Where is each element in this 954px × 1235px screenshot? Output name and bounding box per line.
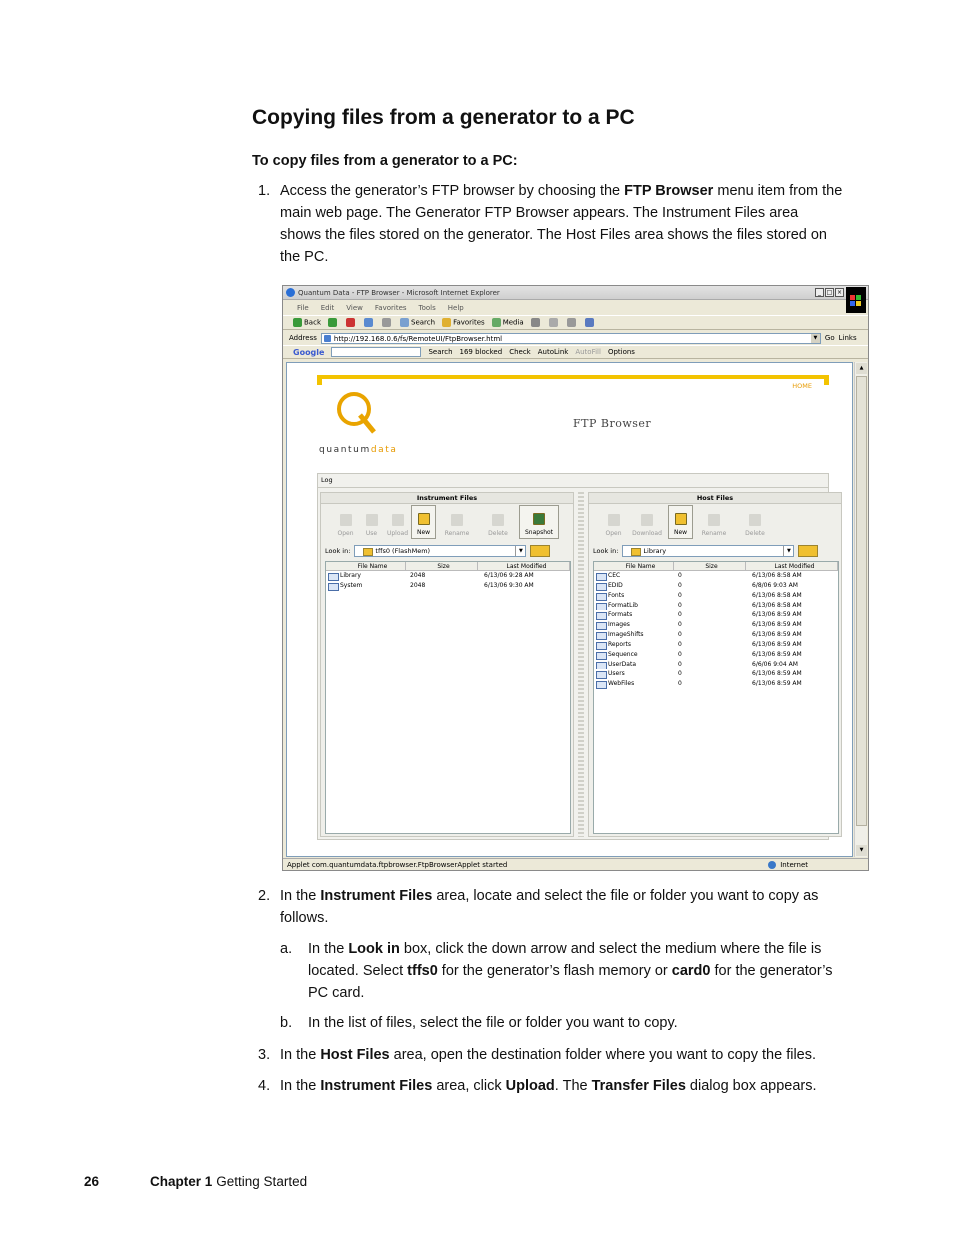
- substep-text: In the list of files, select the file or folder you want to copy.: [308, 1015, 678, 1031]
- step-text-fragment: dialog box appears.: [685, 1078, 817, 1094]
- step-text: [280, 180, 842, 268]
- tool-label: Open: [605, 530, 622, 537]
- file-modified: 6/13/06 9:28 AM: [484, 572, 534, 579]
- file-modified: 6/13/06 8:59 AM: [752, 680, 802, 688]
- instrument-toolbar: [321, 505, 573, 541]
- up-folder-icon[interactable]: [798, 545, 818, 557]
- file-list-header: [594, 562, 838, 571]
- new-folder-button[interactable]: [668, 505, 693, 539]
- table-row[interactable]: [594, 610, 838, 620]
- panel-title: Host Files: [589, 493, 841, 504]
- step-number: 1.: [258, 183, 271, 199]
- address-url: http://192.168.0.6/fs/RemoteUI/FtpBrowser.html: [333, 334, 503, 343]
- search-icon: [400, 318, 409, 327]
- delete-button[interactable]: [735, 505, 775, 539]
- close-icon[interactable]: ×: [836, 289, 843, 296]
- instrument-files-panel: [320, 492, 574, 837]
- step-text-bold: Transfer Files: [591, 1078, 686, 1094]
- file-name: Images: [594, 620, 674, 630]
- file-name: Sequence: [594, 650, 674, 660]
- ftp-applet: [317, 473, 829, 840]
- menu-view[interactable]: View: [346, 303, 363, 312]
- step-text-fragment: located. Select: [308, 963, 408, 979]
- edit-icon[interactable]: [585, 318, 594, 327]
- maximize-icon[interactable]: □: [826, 289, 833, 296]
- spell-check-button[interactable]: Check: [509, 348, 531, 356]
- step-text-fragment: area, locate and select the file or folder you want to copy as: [432, 888, 819, 904]
- rename-button[interactable]: [437, 505, 477, 539]
- tool-label: Delete: [488, 530, 508, 537]
- step-text-bold: card0: [671, 963, 711, 979]
- file-modified: 6/13/06 8:59 AM: [752, 640, 802, 648]
- use-button[interactable]: [359, 505, 384, 539]
- column-last-modified[interactable]: Last Modified: [478, 562, 570, 570]
- look-in-label: Look in:: [325, 546, 351, 555]
- file-modified: 6/13/06 8:58 AM: [752, 591, 802, 599]
- google-logo: Google: [293, 347, 325, 357]
- chevron-down-icon[interactable]: ▼: [515, 546, 525, 556]
- download-button[interactable]: [627, 505, 667, 539]
- minimize-icon[interactable]: _: [815, 288, 824, 297]
- step-text-fragment: box, click the down arrow and select the medium where the file is: [399, 941, 822, 957]
- forward-arrow-icon[interactable]: [328, 318, 337, 327]
- tool-label: Upload: [386, 530, 409, 537]
- panel-title: Instrument Files: [321, 493, 573, 504]
- security-zone: Internet: [768, 861, 808, 869]
- step-text-fragment: Access the generator’s FTP browser by choosing the: [280, 183, 625, 199]
- chevron-down-icon[interactable]: ▼: [811, 334, 820, 343]
- delete-icon: [749, 514, 761, 526]
- file-name: Reports: [594, 640, 674, 650]
- menu-edit[interactable]: Edit: [320, 303, 335, 312]
- table-row[interactable]: [594, 660, 838, 670]
- file-name: FormatLib: [594, 601, 674, 611]
- tool-label: New: [673, 529, 688, 536]
- file-name: System: [326, 581, 406, 591]
- new-folder-icon: [418, 513, 430, 525]
- file-name: CEC: [594, 571, 674, 581]
- brand-wordmark: [319, 445, 398, 455]
- search-button[interactable]: [400, 318, 435, 327]
- table-row[interactable]: [594, 669, 838, 679]
- links-button[interactable]: Links: [838, 334, 857, 342]
- menu-bar: [283, 301, 843, 314]
- column-size[interactable]: Size: [674, 562, 746, 570]
- back-label: Back: [304, 318, 321, 327]
- table-row[interactable]: [594, 650, 838, 660]
- table-row[interactable]: [594, 630, 838, 640]
- table-row[interactable]: [594, 581, 838, 591]
- file-size: 0: [678, 670, 682, 678]
- column-file-name[interactable]: File Name: [326, 562, 406, 570]
- print-icon[interactable]: [567, 318, 576, 327]
- tool-label: Use: [365, 530, 378, 537]
- options-button[interactable]: Options: [607, 348, 635, 356]
- back-button[interactable]: [293, 318, 321, 327]
- step-text-line: PC card.: [308, 985, 365, 1001]
- menu-tools[interactable]: Tools: [418, 303, 436, 312]
- step-text-line: follows.: [280, 910, 329, 926]
- menu-help[interactable]: Help: [447, 303, 464, 312]
- tool-label: Rename: [444, 530, 470, 537]
- scroll-down-icon[interactable]: ▼: [856, 845, 867, 856]
- file-name: WebFiles: [594, 679, 674, 689]
- window-titlebar: [283, 286, 868, 300]
- stop-icon[interactable]: [346, 318, 355, 327]
- delete-button[interactable]: [478, 505, 518, 539]
- step-text: [280, 1044, 816, 1066]
- step-number: 3.: [258, 1047, 271, 1063]
- file-name: UserData: [594, 660, 674, 670]
- log-bar[interactable]: Log: [318, 474, 828, 488]
- address-label: Address: [289, 334, 317, 342]
- step-text-fragment: In the: [308, 941, 349, 957]
- menu-favorites[interactable]: Favorites: [374, 303, 407, 312]
- step-text-line: the PC.: [280, 249, 329, 265]
- step-text-fragment: In the: [280, 888, 321, 904]
- step-number: 2.: [258, 888, 271, 904]
- rename-icon: [708, 514, 720, 526]
- section-title: Copying files from a generator to a PC: [252, 106, 635, 129]
- menu-file[interactable]: File: [297, 303, 309, 312]
- brand-main: quantum: [319, 445, 371, 455]
- upload-button[interactable]: [385, 505, 410, 539]
- step-text-fragment: area, click: [432, 1078, 506, 1094]
- status-text: Applet com.quantumdata.ftpbrowser.FtpBrowserApplet started: [287, 860, 508, 869]
- favorites-label: Favorites: [453, 318, 485, 327]
- file-modified: 6/13/06 8:59 AM: [752, 670, 802, 678]
- file-size: 0: [678, 631, 682, 639]
- look-in-value: tffs0 (FlashMem): [375, 546, 431, 555]
- step-text-fragment: for the generator’s: [710, 963, 833, 979]
- refresh-icon[interactable]: [364, 318, 373, 327]
- open-icon: [340, 514, 352, 526]
- table-row[interactable]: [594, 640, 838, 650]
- vertical-scrollbar[interactable]: [854, 362, 867, 857]
- back-arrow-icon: [293, 318, 302, 327]
- file-size: 0: [678, 591, 682, 599]
- step-text-fragment: In the: [280, 1047, 321, 1063]
- rename-button[interactable]: [694, 505, 734, 539]
- panel-splitter[interactable]: [578, 492, 584, 837]
- look-in-row: [593, 544, 839, 557]
- table-row[interactable]: [594, 591, 838, 601]
- status-bar: [283, 858, 868, 870]
- windows-logo-icon: [846, 287, 866, 313]
- google-search-button[interactable]: Search: [428, 348, 453, 356]
- file-size: 0: [678, 611, 682, 619]
- snapshot-button[interactable]: [519, 505, 559, 539]
- rename-icon: [451, 514, 463, 526]
- file-modified: 6/13/06 8:58 AM: [752, 572, 802, 579]
- step-text-fragment: area, open the destination folder where you want to copy the files.: [389, 1047, 817, 1063]
- go-button[interactable]: Go: [824, 334, 835, 342]
- brand-accent: data: [370, 445, 398, 455]
- autolink-button[interactable]: AutoLink: [537, 348, 569, 356]
- search-label: Search: [411, 318, 436, 327]
- file-modified: 6/13/06 8:59 AM: [752, 621, 802, 629]
- file-size: 0: [678, 640, 682, 648]
- file-size: 0: [678, 660, 682, 668]
- step-text-fragment: . The: [554, 1078, 592, 1094]
- procedure-heading: To copy files from a generator to a PC:: [252, 153, 518, 169]
- table-row[interactable]: [594, 601, 838, 611]
- file-name: Users: [594, 669, 674, 679]
- step-text-bold: Instrument Files: [320, 1078, 433, 1094]
- quantumdata-q-logo-icon: [334, 388, 382, 436]
- upload-icon: [392, 514, 404, 526]
- popup-blocked-count[interactable]: 169 blocked: [459, 348, 503, 356]
- mail-icon[interactable]: [549, 318, 558, 327]
- file-size: 0: [678, 581, 682, 589]
- window-controls: [815, 288, 844, 297]
- scroll-thumb[interactable]: [856, 376, 867, 826]
- file-modified: 6/13/06 8:59 AM: [752, 611, 802, 619]
- file-size: 2048: [410, 572, 426, 579]
- step-text-fragment: In the: [280, 1078, 321, 1094]
- file-modified: 6/13/06 8:59 AM: [752, 631, 802, 639]
- step-text-bold: Look in: [348, 941, 400, 957]
- file-name: Fonts: [594, 591, 674, 601]
- file-name: Library: [326, 571, 406, 581]
- media-icon: [492, 318, 501, 327]
- substep-text: [308, 938, 832, 1004]
- chapter-label: Chapter 1: [150, 1174, 213, 1189]
- step-text-bold: tffs0: [407, 963, 438, 979]
- file-modified: 6/13/06 9:30 AM: [484, 581, 534, 589]
- open-icon: [608, 514, 620, 526]
- history-icon[interactable]: [531, 318, 540, 327]
- ie-icon: [286, 288, 295, 297]
- file-size: 2048: [410, 581, 426, 589]
- step-text: [280, 885, 818, 929]
- favorites-icon: [442, 318, 451, 327]
- window-title: Quantum Data - FTP Browser - Microsoft Internet Explorer: [298, 289, 500, 297]
- look-in-combo[interactable]: [622, 545, 794, 557]
- media-button[interactable]: [492, 318, 524, 327]
- file-size: 0: [678, 601, 682, 609]
- chapter-title: Getting Started: [216, 1174, 308, 1189]
- address-input[interactable]: [321, 333, 821, 344]
- look-in-label: Look in:: [593, 546, 619, 555]
- delete-icon: [492, 514, 504, 526]
- page-viewport: [286, 362, 853, 857]
- file-modified: 6/13/06 8:59 AM: [752, 650, 802, 658]
- step-text-bold: Host Files: [320, 1047, 390, 1063]
- instrument-file-list: [325, 561, 571, 834]
- new-folder-button[interactable]: [411, 505, 436, 539]
- step-text-bold: FTP Browser: [624, 183, 714, 199]
- google-search-input[interactable]: [331, 347, 421, 357]
- substep-letter: b.: [280, 1015, 293, 1031]
- file-modified: 6/6/06 9:04 AM: [752, 660, 798, 668]
- file-size: 0: [678, 572, 682, 579]
- step-text-bold: Instrument Files: [320, 888, 433, 904]
- file-name: ImageShifts: [594, 630, 674, 640]
- media-label: Media: [502, 318, 524, 327]
- step-number: 4.: [258, 1078, 271, 1094]
- column-size[interactable]: Size: [406, 562, 478, 570]
- host-files-panel: [588, 492, 842, 837]
- look-in-value: Library: [643, 546, 667, 555]
- host-rows: [594, 571, 838, 689]
- new-folder-icon: [675, 513, 687, 525]
- host-toolbar: [589, 505, 841, 541]
- autofill-button[interactable]: AutoFill: [575, 348, 601, 356]
- file-size: 0: [678, 650, 682, 658]
- snapshot-icon: [533, 513, 545, 525]
- chapter-footer: [150, 1174, 307, 1189]
- file-size: 0: [678, 621, 682, 629]
- tool-label: Rename: [701, 530, 727, 537]
- substep-letter: a.: [280, 941, 293, 957]
- open-button[interactable]: [333, 505, 358, 539]
- file-size: 0: [678, 680, 682, 688]
- chevron-down-icon[interactable]: ▼: [783, 546, 793, 556]
- page-number: 26: [84, 1174, 100, 1189]
- file-name: EDID: [594, 581, 674, 591]
- tool-label: New: [416, 529, 431, 536]
- header-frame: [317, 375, 829, 385]
- step-text-fragment: for the generator’s flash memory or: [437, 963, 672, 979]
- open-button[interactable]: [601, 505, 626, 539]
- address-bar: [283, 331, 868, 345]
- table-row[interactable]: [594, 679, 838, 689]
- look-in-row: [325, 544, 571, 557]
- column-last-modified[interactable]: Last Modified: [746, 562, 838, 570]
- file-list-header: [326, 562, 570, 571]
- host-file-list: [593, 561, 839, 834]
- favorites-button[interactable]: [442, 318, 485, 327]
- tool-label: Delete: [745, 530, 765, 537]
- ftp-browser-screenshot: [282, 285, 869, 871]
- tool-label: Open: [337, 530, 354, 537]
- table-row[interactable]: [594, 620, 838, 630]
- home-link[interactable]: HOME: [792, 382, 812, 390]
- step-text-bold: Upload: [505, 1078, 555, 1094]
- use-icon: [366, 514, 378, 526]
- column-file-name[interactable]: File Name: [594, 562, 674, 570]
- step-text-fragment: menu item from the: [713, 183, 843, 199]
- step-text-line: shows the files stored on the generator. The Host Files area shows the files stored on: [280, 227, 827, 243]
- table-row[interactable]: [594, 571, 838, 581]
- up-folder-icon[interactable]: [530, 545, 550, 557]
- table-row[interactable]: [326, 571, 570, 581]
- file-modified: 6/8/06 9:03 AM: [752, 581, 798, 589]
- google-toolbar: [283, 345, 868, 359]
- table-row[interactable]: [326, 581, 570, 591]
- tool-label: Download: [632, 530, 662, 537]
- scroll-up-icon[interactable]: ▲: [856, 363, 867, 374]
- look-in-combo[interactable]: [354, 545, 526, 557]
- file-name: Formats: [594, 610, 674, 620]
- ftp-browser-title: FTP Browser: [573, 417, 652, 430]
- step-text: [280, 1075, 817, 1097]
- step-text-line: main web page. The Generator FTP Browser appears. The Instrument Files area: [280, 205, 799, 221]
- tool-label: Snapshot: [524, 529, 554, 536]
- browser-toolbar: [283, 315, 868, 330]
- download-icon: [641, 514, 653, 526]
- file-modified: 6/13/06 8:58 AM: [752, 601, 802, 609]
- home-icon[interactable]: [382, 318, 391, 327]
